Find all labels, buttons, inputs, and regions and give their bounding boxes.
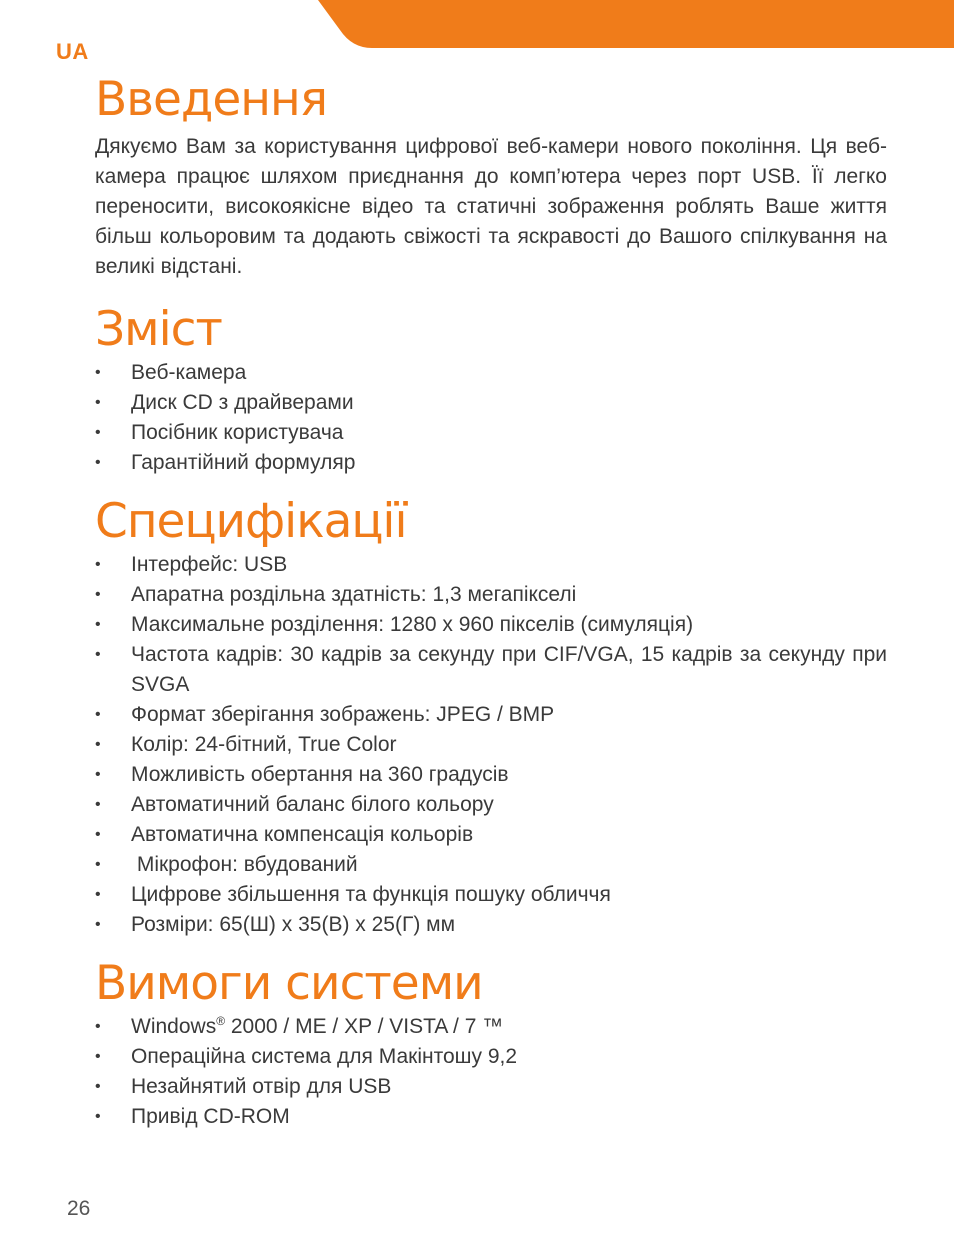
bullet-icon: • [95, 556, 101, 573]
bullet-icon: • [95, 394, 101, 411]
contents-list [95, 358, 887, 478]
page-content [95, 72, 887, 1148]
list-item: • Колір: 24-бітний, True Color [95, 730, 887, 760]
bullet-icon: • [95, 736, 101, 753]
section-title-specifications: Специфікації [95, 494, 407, 549]
list-item: • Апаратна роздільна здатність: 1,3 мегапікселі [95, 580, 887, 610]
bullet-icon: • [95, 766, 101, 783]
list-item: • Автоматичний баланс білого кольору [95, 790, 887, 820]
list-item: • Посібник користувача [95, 418, 887, 448]
bullet-icon: • [95, 646, 101, 663]
bullet-icon: • [95, 364, 101, 381]
bullet-icon: • [95, 1018, 101, 1035]
list-item: • Цифрове збільшення та функція пошуку обличчя [95, 880, 887, 910]
section-title-introduction: Введення [95, 72, 328, 127]
section-title-system-requirements: Вимоги системи [95, 956, 483, 1011]
bullet-icon: • [95, 856, 101, 873]
list-item: • Автоматична компенсація кольорів [95, 820, 887, 850]
list-item: • Диск CD з драйверами [95, 388, 887, 418]
section-title-contents: Зміст [95, 302, 222, 357]
list-item: • Можливість обертання на 360 градусів [95, 760, 887, 790]
language-tag: UA [56, 39, 89, 64]
list-item: • Незайнятий отвір для USB [95, 1072, 887, 1102]
bullet-icon: • [95, 1108, 101, 1125]
orange-corner-tab [0, 0, 954, 48]
list-item: • Гарантійний формуляр [95, 448, 887, 478]
bullet-icon: • [95, 454, 101, 471]
registered-mark: ® [216, 1014, 226, 1028]
bullet-icon: • [95, 616, 101, 633]
intro-paragraph: Дякуємо Вам за користування цифрової веб-камери нового покоління. Ця веб-камера працює шляхом приєднання до комп’ютера через порт USB. Її легко переносити, високоякісне відео та статичні зображення роблять Ваше життя більш кольоровим та додають свіжості та яскравості до Вашого спілкування на великі відстані. [95, 135, 887, 278]
list-item: • Формат зберігання зображень: JPEG / BMP [95, 700, 887, 730]
bullet-icon: • [95, 706, 101, 723]
list-item: • Максимальне розділення: 1280 x 960 пікселів (симуляція) [95, 610, 887, 640]
system-requirements-list [95, 1012, 887, 1132]
bullet-icon: • [95, 1048, 101, 1065]
bullet-icon: • [95, 796, 101, 813]
page-number: 26 [67, 1197, 91, 1220]
bullet-icon: • [95, 886, 101, 903]
specifications-list [95, 550, 887, 940]
bullet-icon: • [95, 826, 101, 843]
list-item: • Мікрофон: вбудований [95, 850, 887, 880]
list-item: • Розміри: 65(Ш) x 35(В) x 25(Г) мм [95, 910, 887, 940]
list-item: • Привід CD-ROM [95, 1102, 887, 1132]
list-item: • Операційна система для Макінтошу 9,2 [95, 1042, 887, 1072]
bullet-icon: • [95, 424, 101, 441]
bullet-icon: • [95, 916, 101, 933]
bullet-icon: • [95, 1078, 101, 1095]
list-item: • Частота кадрів: 30 кадрів за секунду при CIF/VGA, 15 кадрів за секунду при SVGA [95, 640, 887, 700]
bullet-icon: • [95, 586, 101, 603]
list-item: • Веб-камера [95, 358, 887, 388]
list-item: • Windows® 2000 / ME / XP / VISTA / 7 ™ [95, 1012, 887, 1042]
list-item: • Інтерфейс: USB [95, 550, 887, 580]
